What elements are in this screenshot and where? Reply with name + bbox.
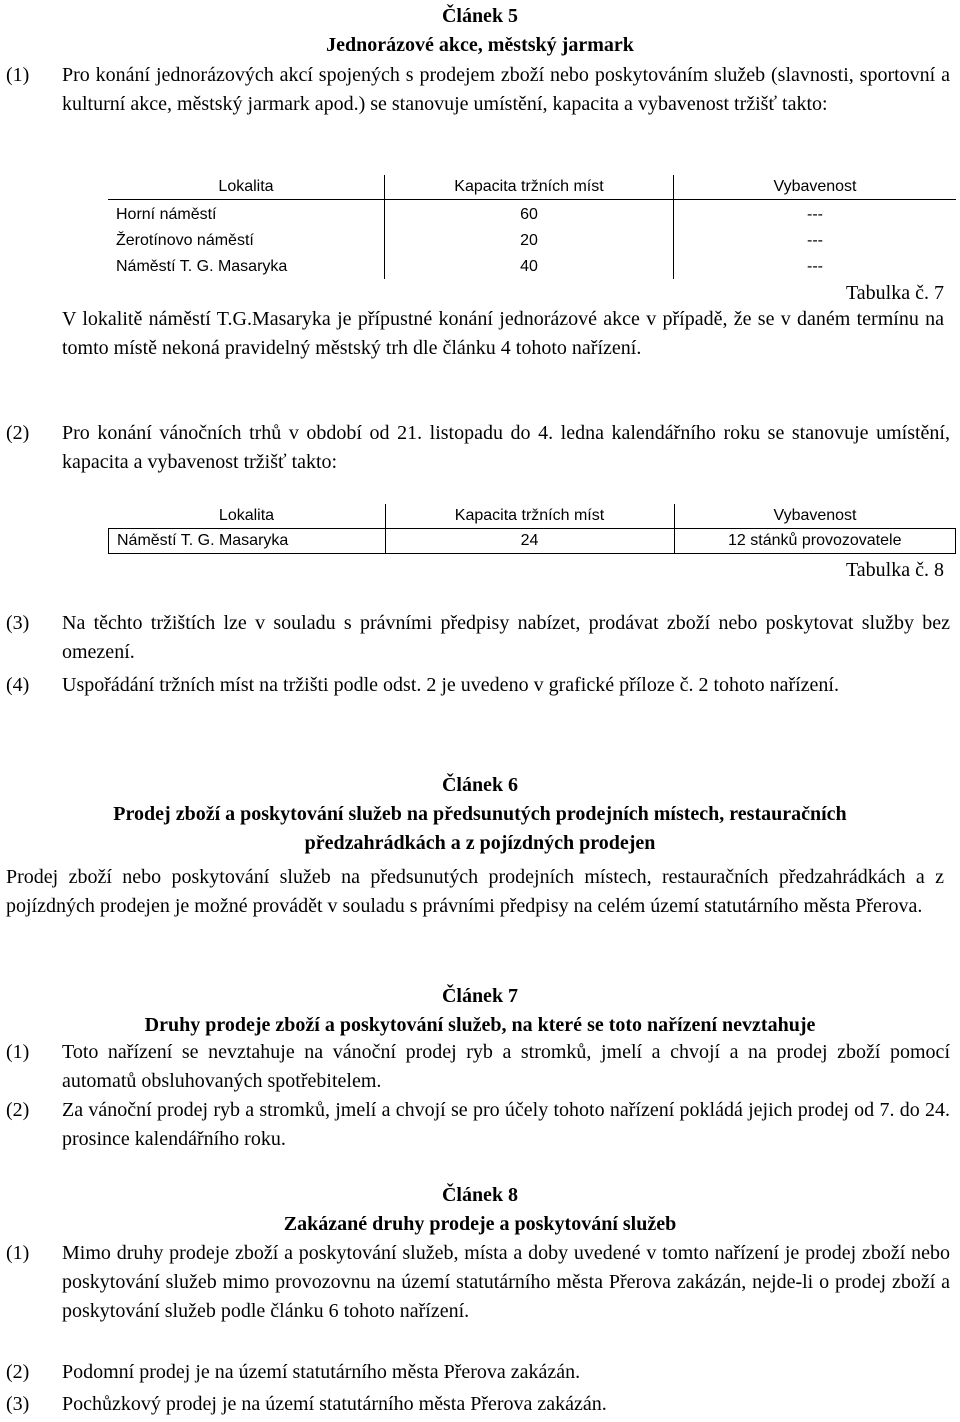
column-header: Lokalita	[218, 178, 274, 195]
paragraph-number: (3)	[6, 612, 30, 634]
paragraph-text: Pochůzkový prodej je na území statutárního města Přerova zakázán.	[62, 1393, 607, 1415]
paragraph-text: Uspořádání tržních míst na tržišti podle odst. 2 je uvedeno v grafické příloze č. 2 tohoto nařízení.	[62, 674, 839, 696]
table-row	[108, 227, 956, 253]
paragraph-text: Mimo druhy prodeje zboží a poskytování služeb, místa a doby uvedené v tomto nařízení je prodej zboží nebo poskytování služeb mimo provozovnu na území statutárního města Přerova zakázán, nejde-li o prodej zboží a poskytování služeb podle článku 6 tohoto nařízení.	[62, 1242, 950, 1322]
table-cell: 24	[385, 529, 674, 554]
paragraph-number: (1)	[6, 64, 30, 86]
article-5-note: V lokalitě náměstí T.G.Masaryka je přípustné konání jednorázové akce v případě, že se v daném termínu na tomto místě nekoná pravidelný městský trh dle článku 4 tohoto nařízení.	[62, 308, 944, 359]
article-5-heading: Článek 5	[441, 5, 519, 27]
paragraph-number: (2)	[6, 422, 30, 444]
table-header-row	[108, 175, 956, 200]
table-cell: ---	[807, 258, 823, 275]
column-header: Vybavenost	[674, 504, 956, 529]
article-5-subheading: Jednorázové akce, městský jarmark	[326, 34, 634, 56]
table-cell: Žerotínovo náměstí	[116, 232, 254, 249]
table-row	[108, 253, 956, 279]
table-header-row	[109, 504, 956, 529]
table-7	[108, 175, 956, 279]
article-6-heading: Článek 6	[441, 774, 519, 796]
column-header: Kapacita tržních míst	[385, 175, 674, 200]
paragraph-number: (4)	[6, 674, 30, 696]
paragraph-number: (2)	[6, 1099, 30, 1121]
table-cell: Náměstí T. G. Masaryka	[116, 258, 288, 275]
table-cell: ---	[807, 206, 823, 223]
paragraph-text: Podomní prodej je na území statutárního města Přerova zakázán.	[62, 1361, 581, 1383]
column-header: Kapacita tržních míst	[385, 504, 674, 529]
table-row	[108, 200, 956, 228]
column-header: Lokalita	[109, 504, 386, 529]
table-7-caption: Tabulka č. 7	[845, 282, 944, 304]
paragraph-text: Za vánoční prodej ryb a stromků, jmelí a chvojí se pro účely tohoto nařízení pokládá jejich prodej od 7. do 24. prosince kalendářního roku.	[62, 1099, 950, 1150]
table-8-caption: Tabulka č. 8	[845, 559, 944, 581]
table-8	[108, 504, 956, 554]
paragraph-text: Pro konání jednorázových akcí spojených s prodejem zboží nebo poskytováním služeb (slavnosti, sportovní a kulturní akce, městský jarmark apod.) se stanovuje umístění, kapacita a vybavenost tržišť takto:	[62, 64, 950, 115]
paragraph-number: (1)	[6, 1041, 30, 1063]
table-row	[109, 529, 956, 554]
paragraph-text: Pro konání vánočních trhů v období od 21. listopadu do 4. ledna kalendářního roku se stanovuje umístění, kapacita a vybavenost tržišť takto:	[62, 422, 950, 473]
paragraph-text: Na těchto tržištích lze v souladu s právními předpisy nabízet, prodávat zboží nebo poskytovat služby bez omezení.	[62, 612, 950, 663]
column-header: Vybavenost	[773, 178, 857, 195]
article-8-heading: Článek 8	[441, 1184, 519, 1206]
paragraph-number: (2)	[6, 1361, 30, 1383]
table-cell: ---	[807, 232, 823, 249]
table-cell: 20	[385, 227, 674, 253]
table-cell: Horní náměstí	[116, 206, 217, 223]
article-6-subheading-line-1: Prodej zboží a poskytování služeb na předsunutých prodejních místech, restauračních	[113, 803, 847, 825]
paragraph-number: (3)	[6, 1393, 30, 1415]
table-cell: 60	[385, 200, 674, 228]
article-6-text: Prodej zboží nebo poskytování služeb na předsunutých prodejních místech, restauračních předzahrádkách a z pojízdných prodejen je možné provádět v souladu s právními předpisy na celém území statutárního města Přerova.	[6, 866, 944, 917]
paragraph-text: Toto nařízení se nevztahuje na vánoční prodej ryb a stromků, jmelí a chvojí a na prodej zboží pomocí automatů obsluhovaných spotřebitelem.	[62, 1041, 950, 1092]
table-cell: 40	[385, 253, 674, 279]
article-7-heading: Článek 7	[441, 985, 519, 1007]
table-cell: 12 stánků provozovatele	[674, 529, 956, 554]
paragraph-number: (1)	[6, 1242, 30, 1264]
article-7-subheading: Druhy prodeje zboží a poskytování služeb, na které se toto nařízení nevztahuje	[144, 1014, 816, 1036]
article-8-subheading: Zakázané druhy prodeje a poskytování služeb	[283, 1213, 677, 1235]
article-6-subheading-line-2: předzahrádkách a z pojízdných prodejen	[304, 832, 656, 854]
table-cell: Náměstí T. G. Masaryka	[109, 529, 386, 554]
